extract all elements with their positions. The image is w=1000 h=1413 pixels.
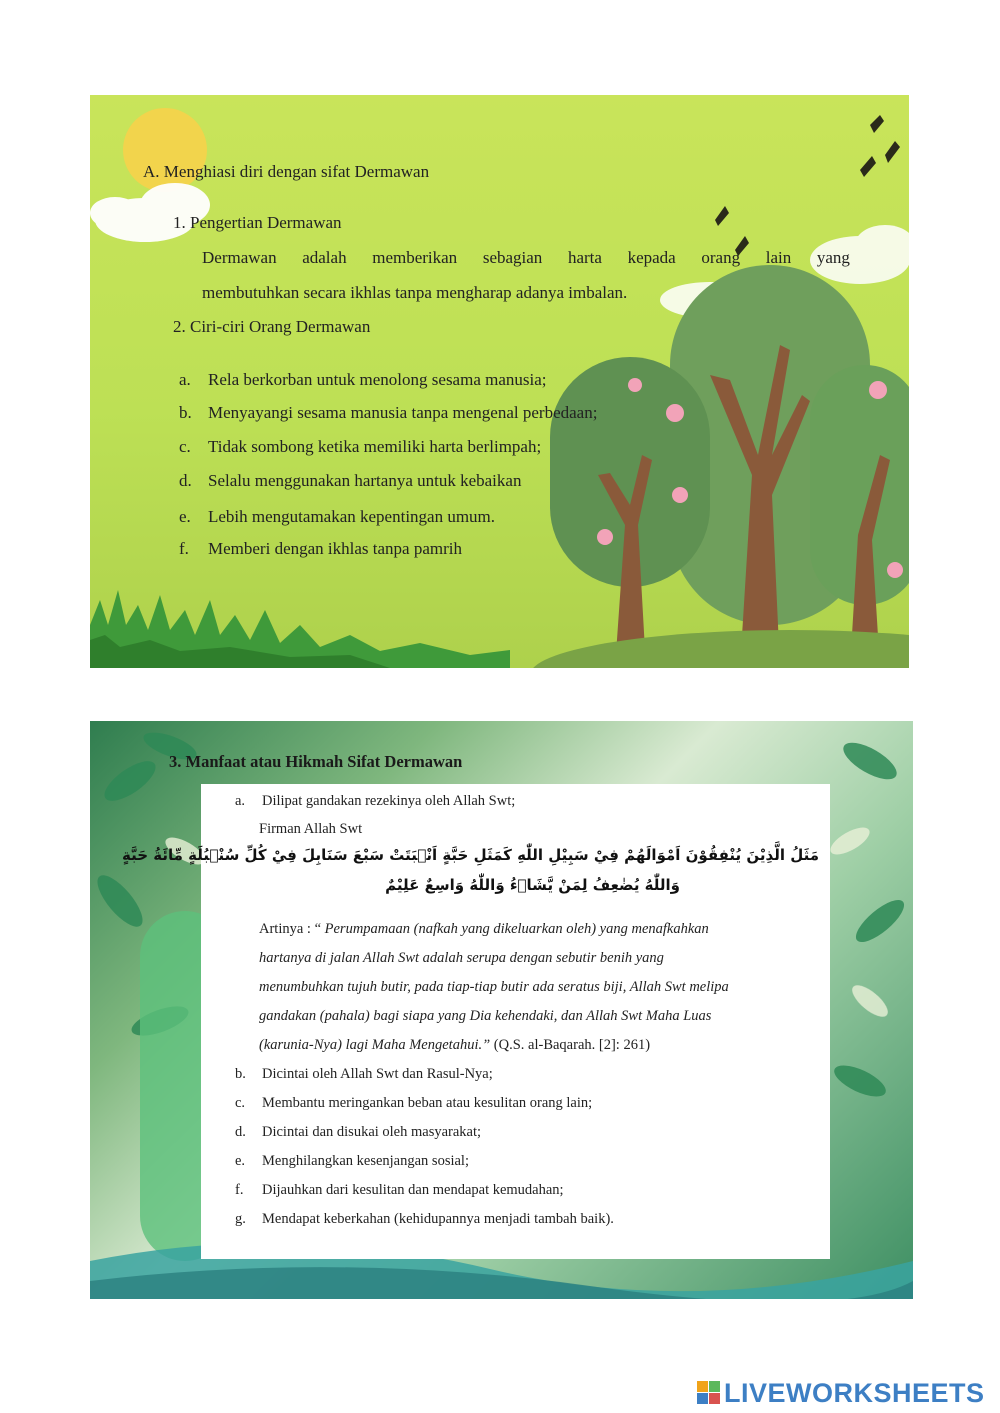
section-heading: 3. Manfaat atau Hikmah Sifat Dermawan — [169, 752, 463, 771]
list-item: f. — [179, 539, 189, 558]
translation-line: Artinya : “ Perumpamaan (nafkah yang dikeluarkan oleh) yang menafkahkan — [259, 921, 709, 937]
list-item: e. — [179, 507, 191, 526]
list-item-text: Tidak sombong ketika memiliki harta berlimpah; — [208, 437, 542, 456]
slide-dermawan-definition — [90, 95, 909, 668]
list-item: g. — [235, 1211, 246, 1227]
list-item: f. — [235, 1182, 244, 1198]
subheading-definition: 1. Pengertian Dermawan — [173, 213, 342, 232]
list-item-text: Menyayangi sesama manusia tanpa mengenal perbedaan; — [208, 403, 598, 422]
list-item-text: Rela berkorban untuk menolong sesama manusia; — [208, 370, 547, 389]
liveworksheets-badge-icon — [697, 1381, 721, 1405]
list-item-text: Membantu meringankan beban atau kesulitan orang lain; — [262, 1095, 593, 1111]
list-item: a. — [235, 793, 246, 809]
arabic-verse-line-1: مَثَلُ الَّذِيْنَ يُنْفِقُوْنَ اَمْوَالَهُمْ فِيْ سَبِيْلِ اللّٰهِ كَمَثَلِ حَبَّةٍ اَنْۢبَتَتْ سَبْعَ سَنَابِلَ فِيْ كُلِّ سُنْۢبُلَةٍ مِّائَةُ حَبَّةٍ — [121, 846, 819, 864]
subheading-traits: 2. Ciri-ciri Orang Dermawan — [173, 317, 371, 336]
list-item: d. — [179, 471, 192, 490]
brand-name: LIVEWORKSHEETS — [724, 1377, 985, 1408]
list-item: c. — [179, 437, 191, 456]
liveworksheets-logo — [697, 1377, 985, 1408]
list-item-text: Lebih mengutamakan kepentingan umum. — [208, 507, 496, 526]
section-heading: A. Menghiasi diri dengan sifat Dermawan — [143, 162, 430, 181]
list-item-text: Dijauhkan dari kesulitan dan mendapat kemudahan; — [262, 1182, 564, 1198]
list-item: b. — [235, 1066, 246, 1082]
translation-line: hartanya di jalan Allah Swt adalah serupa dengan sebutir benih yang — [259, 950, 664, 966]
ground — [530, 630, 909, 668]
list-item-text: Mendapat keberkahan (kehidupannya menjadi tambah baik). — [262, 1211, 614, 1227]
list-item-text: Dicintai dan disukai oleh masyarakat; — [262, 1124, 482, 1140]
translation-line: gandakan (pahala) bagi siapa yang Dia kehendaki, dan Allah Swt Maha Luas — [259, 1008, 712, 1024]
list-item-text: Menghilangkan kesenjangan sosial; — [262, 1153, 469, 1169]
definition-line-1: Dermawan adalah memberikan sebagian harta kepada orang lain yang — [202, 248, 850, 267]
arabic-verse-line-2: وَاللّٰهُ يُضٰعِفُ لِمَنْ يَّشَاۤءُ وَاللّٰهُ وَاسِعٌ عَلِيْمٌ — [385, 876, 680, 894]
list-item-text: Dilipat gandakan rezekinya oleh Allah Swt; — [262, 793, 516, 809]
list-item: d. — [235, 1124, 246, 1140]
list-item: b. — [179, 403, 192, 422]
definition-line-2: membutuhkan secara ikhlas tanpa mengharap adanya imbalan. — [202, 283, 628, 302]
list-item-text: Selalu menggunakan hartanya untuk kebaikan — [208, 471, 522, 490]
list-item: c. — [235, 1095, 246, 1111]
translation-line: (karunia-Nya) lagi Maha Mengetahui.” (Q.S. al-Baqarah. [2]: 261) — [259, 1037, 651, 1053]
translation-line: menumbuhkan tujuh butir, pada tiap-tiap butir ada seratus biji, Allah Swt melipa — [259, 979, 729, 995]
list-item: a. — [179, 370, 191, 389]
list-item: e. — [235, 1153, 246, 1169]
firman-label: Firman Allah Swt — [259, 821, 363, 837]
slide-dermawan-benefits — [90, 721, 913, 1299]
list-item-text: Dicintai oleh Allah Swt dan Rasul-Nya; — [262, 1066, 493, 1082]
list-item-text: Memberi dengan ikhlas tanpa pamrih — [208, 539, 462, 558]
